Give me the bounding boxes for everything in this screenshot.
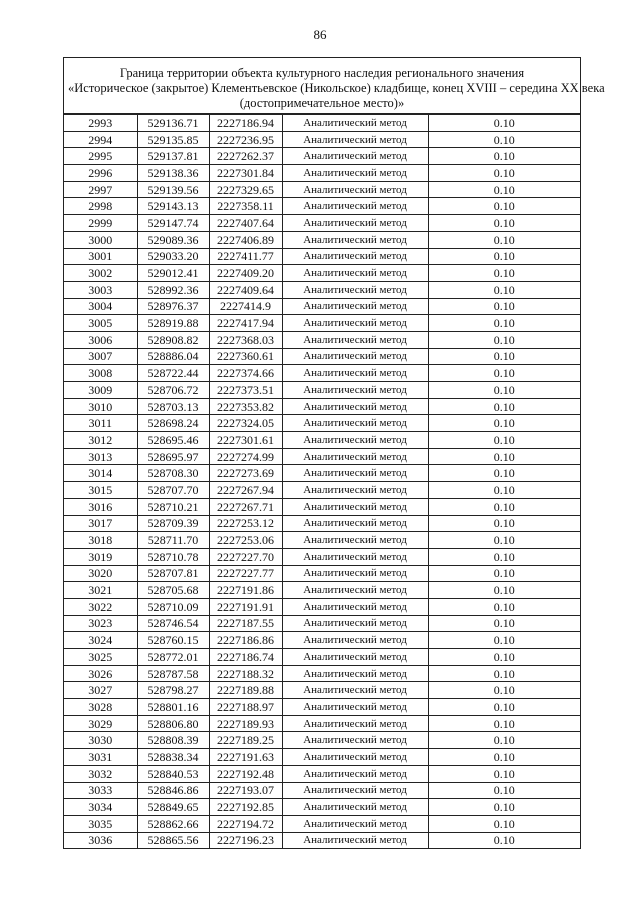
y-coordinate-cell: 2227186.74 bbox=[209, 649, 282, 666]
table-row bbox=[64, 298, 580, 315]
y-coordinate-cell: 2227417.94 bbox=[209, 315, 282, 332]
accuracy-cell: 0.10 bbox=[428, 198, 580, 215]
x-coordinate-cell: 529089.36 bbox=[137, 231, 209, 248]
point-number-cell: 3029 bbox=[64, 715, 137, 732]
method-cell: Аналитический метод bbox=[282, 498, 428, 515]
point-number-cell: 3005 bbox=[64, 315, 137, 332]
point-number-cell: 3017 bbox=[64, 515, 137, 532]
method-cell: Аналитический метод bbox=[282, 248, 428, 265]
table-row bbox=[64, 248, 580, 265]
table-row bbox=[64, 832, 580, 849]
method-cell: Аналитический метод bbox=[282, 799, 428, 816]
accuracy-cell: 0.10 bbox=[428, 432, 580, 449]
method-cell: Аналитический метод bbox=[282, 348, 428, 365]
x-coordinate-cell: 528711.70 bbox=[137, 532, 209, 549]
y-coordinate-cell: 2227236.95 bbox=[209, 131, 282, 148]
y-coordinate-cell: 2227188.32 bbox=[209, 665, 282, 682]
table-row bbox=[64, 682, 580, 699]
point-number-cell: 3034 bbox=[64, 799, 137, 816]
y-coordinate-cell: 2227253.12 bbox=[209, 515, 282, 532]
table-row bbox=[64, 732, 580, 749]
table-row bbox=[64, 749, 580, 766]
point-number-cell: 3008 bbox=[64, 365, 137, 382]
point-number-cell: 3013 bbox=[64, 448, 137, 465]
x-coordinate-cell: 528707.81 bbox=[137, 565, 209, 582]
accuracy-cell: 0.10 bbox=[428, 398, 580, 415]
x-coordinate-cell: 528919.88 bbox=[137, 315, 209, 332]
x-coordinate-cell: 528710.09 bbox=[137, 598, 209, 615]
table-row bbox=[64, 448, 580, 465]
x-coordinate-cell: 529147.74 bbox=[137, 215, 209, 232]
point-number-cell: 3012 bbox=[64, 432, 137, 449]
table-row bbox=[64, 649, 580, 666]
table-row bbox=[64, 715, 580, 732]
table-row bbox=[64, 215, 580, 232]
x-coordinate-cell: 528772.01 bbox=[137, 649, 209, 666]
point-number-cell: 2996 bbox=[64, 165, 137, 182]
accuracy-cell: 0.10 bbox=[428, 415, 580, 432]
x-coordinate-cell: 528976.37 bbox=[137, 298, 209, 315]
method-cell: Аналитический метод bbox=[282, 732, 428, 749]
y-coordinate-cell: 2227324.05 bbox=[209, 415, 282, 432]
table-row bbox=[64, 198, 580, 215]
table-row bbox=[64, 565, 580, 582]
x-coordinate-cell: 529138.36 bbox=[137, 165, 209, 182]
accuracy-cell: 0.10 bbox=[428, 632, 580, 649]
accuracy-cell: 0.10 bbox=[428, 515, 580, 532]
table-row bbox=[64, 699, 580, 716]
method-cell: Аналитический метод bbox=[282, 131, 428, 148]
y-coordinate-cell: 2227329.65 bbox=[209, 181, 282, 198]
table-row bbox=[64, 615, 580, 632]
method-cell: Аналитический метод bbox=[282, 632, 428, 649]
accuracy-cell: 0.10 bbox=[428, 131, 580, 148]
point-number-cell: 3000 bbox=[64, 231, 137, 248]
x-coordinate-cell: 529136.71 bbox=[137, 115, 209, 132]
table-row bbox=[64, 815, 580, 832]
method-cell: Аналитический метод bbox=[282, 598, 428, 615]
method-cell: Аналитический метод bbox=[282, 315, 428, 332]
caption-line-3: (достопримечательное место)» bbox=[239, 96, 405, 110]
table-row bbox=[64, 432, 580, 449]
accuracy-cell: 0.10 bbox=[428, 448, 580, 465]
x-coordinate-cell: 528708.30 bbox=[137, 465, 209, 482]
method-cell: Аналитический метод bbox=[282, 615, 428, 632]
accuracy-cell: 0.10 bbox=[428, 732, 580, 749]
table-row bbox=[64, 165, 580, 182]
point-number-cell: 3024 bbox=[64, 632, 137, 649]
y-coordinate-cell: 2227227.70 bbox=[209, 548, 282, 565]
point-number-cell: 2999 bbox=[64, 215, 137, 232]
point-number-cell: 2995 bbox=[64, 148, 137, 165]
point-number-cell: 2998 bbox=[64, 198, 137, 215]
accuracy-cell: 0.10 bbox=[428, 565, 580, 582]
method-cell: Аналитический метод bbox=[282, 465, 428, 482]
coordinates-table-body bbox=[64, 115, 580, 849]
table-row bbox=[64, 315, 580, 332]
method-cell: Аналитический метод bbox=[282, 231, 428, 248]
point-number-cell: 3010 bbox=[64, 398, 137, 415]
table-row bbox=[64, 782, 580, 799]
x-coordinate-cell: 529033.20 bbox=[137, 248, 209, 265]
accuracy-cell: 0.10 bbox=[428, 231, 580, 248]
accuracy-cell: 0.10 bbox=[428, 465, 580, 482]
table-row bbox=[64, 765, 580, 782]
accuracy-cell: 0.10 bbox=[428, 498, 580, 515]
x-coordinate-cell: 528886.04 bbox=[137, 348, 209, 365]
x-coordinate-cell: 528746.54 bbox=[137, 615, 209, 632]
accuracy-cell: 0.10 bbox=[428, 281, 580, 298]
point-number-cell: 3023 bbox=[64, 615, 137, 632]
accuracy-cell: 0.10 bbox=[428, 582, 580, 599]
y-coordinate-cell: 2227189.93 bbox=[209, 715, 282, 732]
point-number-cell: 3022 bbox=[64, 598, 137, 615]
point-number-cell: 3030 bbox=[64, 732, 137, 749]
y-coordinate-cell: 2227189.25 bbox=[209, 732, 282, 749]
point-number-cell: 3025 bbox=[64, 649, 137, 666]
y-coordinate-cell: 2227360.61 bbox=[209, 348, 282, 365]
method-cell: Аналитический метод bbox=[282, 582, 428, 599]
accuracy-cell: 0.10 bbox=[428, 832, 580, 849]
x-coordinate-cell: 528787.58 bbox=[137, 665, 209, 682]
x-coordinate-cell: 528705.68 bbox=[137, 582, 209, 599]
table-row bbox=[64, 465, 580, 482]
table-row bbox=[64, 665, 580, 682]
method-cell: Аналитический метод bbox=[282, 398, 428, 415]
x-coordinate-cell: 529135.85 bbox=[137, 131, 209, 148]
method-cell: Аналитический метод bbox=[282, 281, 428, 298]
table-row bbox=[64, 498, 580, 515]
accuracy-cell: 0.10 bbox=[428, 348, 580, 365]
method-cell: Аналитический метод bbox=[282, 198, 428, 215]
point-number-cell: 2997 bbox=[64, 181, 137, 198]
point-number-cell: 3027 bbox=[64, 682, 137, 699]
accuracy-cell: 0.10 bbox=[428, 215, 580, 232]
y-coordinate-cell: 2227253.06 bbox=[209, 532, 282, 549]
x-coordinate-cell: 528698.24 bbox=[137, 415, 209, 432]
y-coordinate-cell: 2227196.23 bbox=[209, 832, 282, 849]
accuracy-cell: 0.10 bbox=[428, 799, 580, 816]
accuracy-cell: 0.10 bbox=[428, 665, 580, 682]
x-coordinate-cell: 528992.36 bbox=[137, 281, 209, 298]
point-number-cell: 3036 bbox=[64, 832, 137, 849]
y-coordinate-cell: 2227186.86 bbox=[209, 632, 282, 649]
table-row bbox=[64, 532, 580, 549]
y-coordinate-cell: 2227301.61 bbox=[209, 432, 282, 449]
table-row bbox=[64, 115, 580, 132]
method-cell: Аналитический метод bbox=[282, 765, 428, 782]
accuracy-cell: 0.10 bbox=[428, 682, 580, 699]
method-cell: Аналитический метод bbox=[282, 115, 428, 132]
point-number-cell: 3003 bbox=[64, 281, 137, 298]
x-coordinate-cell: 528710.78 bbox=[137, 548, 209, 565]
y-coordinate-cell: 2227186.94 bbox=[209, 115, 282, 132]
method-cell: Аналитический метод bbox=[282, 548, 428, 565]
point-number-cell: 3009 bbox=[64, 382, 137, 399]
method-cell: Аналитический метод bbox=[282, 715, 428, 732]
x-coordinate-cell: 528706.72 bbox=[137, 382, 209, 399]
x-coordinate-cell: 528760.15 bbox=[137, 632, 209, 649]
method-cell: Аналитический метод bbox=[282, 665, 428, 682]
point-number-cell: 3021 bbox=[64, 582, 137, 599]
accuracy-cell: 0.10 bbox=[428, 548, 580, 565]
accuracy-cell: 0.10 bbox=[428, 265, 580, 282]
method-cell: Аналитический метод bbox=[282, 832, 428, 849]
point-number-cell: 3028 bbox=[64, 699, 137, 716]
y-coordinate-cell: 2227267.71 bbox=[209, 498, 282, 515]
point-number-cell: 3026 bbox=[64, 665, 137, 682]
accuracy-cell: 0.10 bbox=[428, 649, 580, 666]
y-coordinate-cell: 2227267.94 bbox=[209, 482, 282, 499]
x-coordinate-cell: 529139.56 bbox=[137, 181, 209, 198]
y-coordinate-cell: 2227373.51 bbox=[209, 382, 282, 399]
table-row bbox=[64, 799, 580, 816]
x-coordinate-cell: 529012.41 bbox=[137, 265, 209, 282]
table-row bbox=[64, 348, 580, 365]
method-cell: Аналитический метод bbox=[282, 782, 428, 799]
method-cell: Аналитический метод bbox=[282, 265, 428, 282]
y-coordinate-cell: 2227374.66 bbox=[209, 365, 282, 382]
accuracy-cell: 0.10 bbox=[428, 615, 580, 632]
y-coordinate-cell: 2227353.82 bbox=[209, 398, 282, 415]
y-coordinate-cell: 2227368.03 bbox=[209, 331, 282, 348]
point-number-cell: 3007 bbox=[64, 348, 137, 365]
accuracy-cell: 0.10 bbox=[428, 749, 580, 766]
x-coordinate-cell: 528798.27 bbox=[137, 682, 209, 699]
accuracy-cell: 0.10 bbox=[428, 365, 580, 382]
table-row bbox=[64, 548, 580, 565]
method-cell: Аналитический метод bbox=[282, 215, 428, 232]
method-cell: Аналитический метод bbox=[282, 515, 428, 532]
y-coordinate-cell: 2227411.77 bbox=[209, 248, 282, 265]
y-coordinate-cell: 2227274.99 bbox=[209, 448, 282, 465]
accuracy-cell: 0.10 bbox=[428, 699, 580, 716]
x-coordinate-cell: 528710.21 bbox=[137, 498, 209, 515]
table-row bbox=[64, 131, 580, 148]
table-row bbox=[64, 365, 580, 382]
accuracy-cell: 0.10 bbox=[428, 115, 580, 132]
y-coordinate-cell: 2227409.20 bbox=[209, 265, 282, 282]
table-row bbox=[64, 398, 580, 415]
x-coordinate-cell: 528849.65 bbox=[137, 799, 209, 816]
coordinates-sheet bbox=[63, 57, 605, 849]
y-coordinate-cell: 2227191.63 bbox=[209, 749, 282, 766]
x-coordinate-cell: 529137.81 bbox=[137, 148, 209, 165]
accuracy-cell: 0.10 bbox=[428, 315, 580, 332]
method-cell: Аналитический метод bbox=[282, 448, 428, 465]
point-number-cell: 3002 bbox=[64, 265, 137, 282]
y-coordinate-cell: 2227358.11 bbox=[209, 198, 282, 215]
x-coordinate-cell: 528862.66 bbox=[137, 815, 209, 832]
accuracy-cell: 0.10 bbox=[428, 331, 580, 348]
table-row bbox=[64, 231, 580, 248]
point-number-cell: 3035 bbox=[64, 815, 137, 832]
page-number: 86 bbox=[313, 27, 327, 42]
y-coordinate-cell: 2227192.48 bbox=[209, 765, 282, 782]
x-coordinate-cell: 528722.44 bbox=[137, 365, 209, 382]
table-row bbox=[64, 148, 580, 165]
x-coordinate-cell: 528695.97 bbox=[137, 448, 209, 465]
y-coordinate-cell: 2227187.55 bbox=[209, 615, 282, 632]
point-number-cell: 3020 bbox=[64, 565, 137, 582]
method-cell: Аналитический метод bbox=[282, 699, 428, 716]
point-number-cell: 2993 bbox=[64, 115, 137, 132]
point-number-cell: 3011 bbox=[64, 415, 137, 432]
point-number-cell: 3004 bbox=[64, 298, 137, 315]
table-row bbox=[64, 482, 580, 499]
x-coordinate-cell: 528865.56 bbox=[137, 832, 209, 849]
table-row bbox=[64, 382, 580, 399]
accuracy-cell: 0.10 bbox=[428, 248, 580, 265]
accuracy-cell: 0.10 bbox=[428, 715, 580, 732]
y-coordinate-cell: 2227409.64 bbox=[209, 281, 282, 298]
method-cell: Аналитический метод bbox=[282, 565, 428, 582]
accuracy-cell: 0.10 bbox=[428, 148, 580, 165]
y-coordinate-cell: 2227194.72 bbox=[209, 815, 282, 832]
x-coordinate-cell: 528846.86 bbox=[137, 782, 209, 799]
table-row bbox=[64, 331, 580, 348]
caption-line-2: «Историческое (закрытое) Клементьевское (Никольское) кладбище, конец XVIII – середина XX века bbox=[68, 81, 605, 95]
method-cell: Аналитический метод bbox=[282, 432, 428, 449]
y-coordinate-cell: 2227273.69 bbox=[209, 465, 282, 482]
method-cell: Аналитический метод bbox=[282, 649, 428, 666]
method-cell: Аналитический метод bbox=[282, 365, 428, 382]
x-coordinate-cell: 528695.46 bbox=[137, 432, 209, 449]
y-coordinate-cell: 2227227.77 bbox=[209, 565, 282, 582]
point-number-cell: 3006 bbox=[64, 331, 137, 348]
method-cell: Аналитический метод bbox=[282, 382, 428, 399]
table-row bbox=[64, 181, 580, 198]
y-coordinate-cell: 2227301.84 bbox=[209, 165, 282, 182]
x-coordinate-cell: 528840.53 bbox=[137, 765, 209, 782]
method-cell: Аналитический метод bbox=[282, 165, 428, 182]
point-number-cell: 2994 bbox=[64, 131, 137, 148]
y-coordinate-cell: 2227414.9 bbox=[209, 298, 282, 315]
x-coordinate-cell: 528707.70 bbox=[137, 482, 209, 499]
method-cell: Аналитический метод bbox=[282, 148, 428, 165]
table-row bbox=[64, 515, 580, 532]
accuracy-cell: 0.10 bbox=[428, 532, 580, 549]
y-coordinate-cell: 2227188.97 bbox=[209, 699, 282, 716]
method-cell: Аналитический метод bbox=[282, 815, 428, 832]
method-cell: Аналитический метод bbox=[282, 331, 428, 348]
point-number-cell: 3032 bbox=[64, 765, 137, 782]
y-coordinate-cell: 2227406.89 bbox=[209, 231, 282, 248]
point-number-cell: 3015 bbox=[64, 482, 137, 499]
method-cell: Аналитический метод bbox=[282, 682, 428, 699]
method-cell: Аналитический метод bbox=[282, 298, 428, 315]
y-coordinate-cell: 2227407.64 bbox=[209, 215, 282, 232]
coordinates-table bbox=[64, 114, 580, 849]
method-cell: Аналитический метод bbox=[282, 181, 428, 198]
accuracy-cell: 0.10 bbox=[428, 165, 580, 182]
table-row bbox=[64, 632, 580, 649]
method-cell: Аналитический метод bbox=[282, 415, 428, 432]
y-coordinate-cell: 2227193.07 bbox=[209, 782, 282, 799]
point-number-cell: 3033 bbox=[64, 782, 137, 799]
point-number-cell: 3001 bbox=[64, 248, 137, 265]
caption-line-1: Граница территории объекта культурного наследия регионального значения bbox=[119, 66, 525, 80]
accuracy-cell: 0.10 bbox=[428, 298, 580, 315]
table-row bbox=[64, 265, 580, 282]
point-number-cell: 3018 bbox=[64, 532, 137, 549]
x-coordinate-cell: 528709.39 bbox=[137, 515, 209, 532]
accuracy-cell: 0.10 bbox=[428, 765, 580, 782]
y-coordinate-cell: 2227191.86 bbox=[209, 582, 282, 599]
method-cell: Аналитический метод bbox=[282, 532, 428, 549]
y-coordinate-cell: 2227191.91 bbox=[209, 598, 282, 615]
table-row bbox=[64, 582, 580, 599]
point-number-cell: 3031 bbox=[64, 749, 137, 766]
x-coordinate-cell: 528801.16 bbox=[137, 699, 209, 716]
table-row bbox=[64, 598, 580, 615]
table-row bbox=[64, 281, 580, 298]
y-coordinate-cell: 2227262.37 bbox=[209, 148, 282, 165]
accuracy-cell: 0.10 bbox=[428, 598, 580, 615]
method-cell: Аналитический метод bbox=[282, 482, 428, 499]
y-coordinate-cell: 2227192.85 bbox=[209, 799, 282, 816]
x-coordinate-cell: 528838.34 bbox=[137, 749, 209, 766]
accuracy-cell: 0.10 bbox=[428, 382, 580, 399]
point-number-cell: 3014 bbox=[64, 465, 137, 482]
accuracy-cell: 0.10 bbox=[428, 482, 580, 499]
table-caption bbox=[64, 58, 605, 114]
method-cell: Аналитический метод bbox=[282, 749, 428, 766]
accuracy-cell: 0.10 bbox=[428, 815, 580, 832]
y-coordinate-cell: 2227189.88 bbox=[209, 682, 282, 699]
accuracy-cell: 0.10 bbox=[428, 181, 580, 198]
accuracy-cell: 0.10 bbox=[428, 782, 580, 799]
x-coordinate-cell: 528806.80 bbox=[137, 715, 209, 732]
x-coordinate-cell: 528703.13 bbox=[137, 398, 209, 415]
point-number-cell: 3019 bbox=[64, 548, 137, 565]
point-number-cell: 3016 bbox=[64, 498, 137, 515]
x-coordinate-cell: 529143.13 bbox=[137, 198, 209, 215]
table-row bbox=[64, 415, 580, 432]
x-coordinate-cell: 528908.82 bbox=[137, 331, 209, 348]
x-coordinate-cell: 528808.39 bbox=[137, 732, 209, 749]
